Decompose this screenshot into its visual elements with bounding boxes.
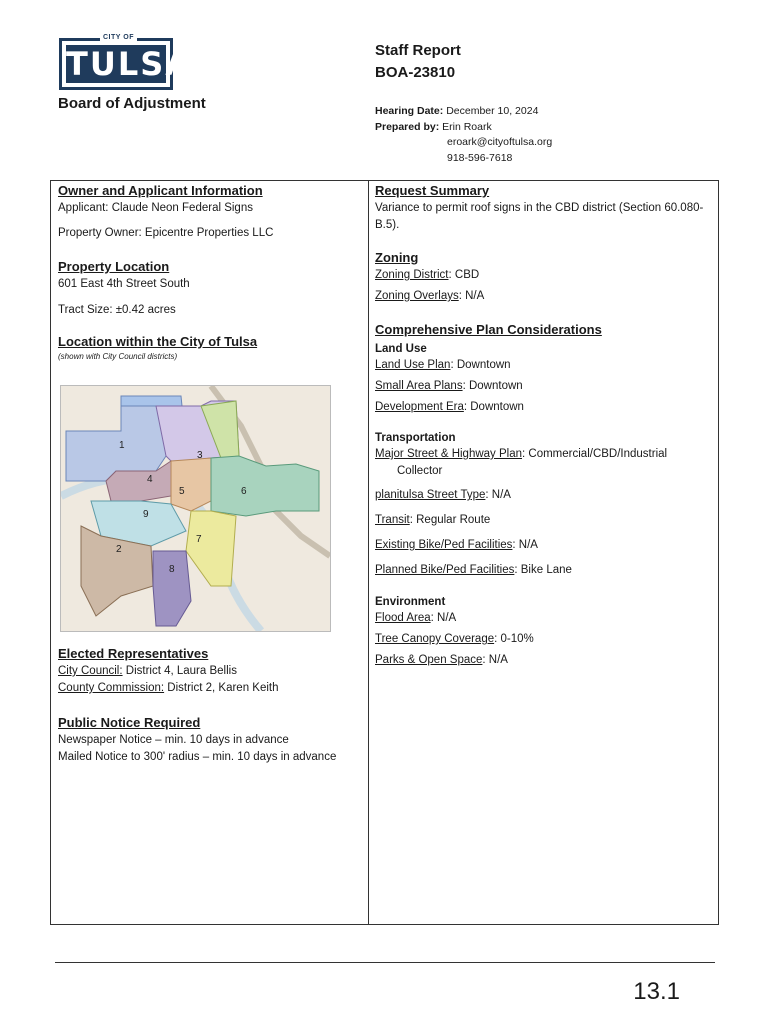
- city-location-note: (shown with City Council districts): [58, 352, 178, 361]
- column-divider: [368, 180, 369, 925]
- report-number: BOA-23810: [375, 64, 456, 81]
- notice-mailed: Mailed Notice to 300' radius – min. 10 days in advance: [58, 751, 337, 763]
- transit-label: Transit: [375, 514, 410, 526]
- map-label-5: 5: [179, 486, 185, 497]
- prepared-by: Erin Roark: [442, 120, 492, 133]
- council-district-map: [60, 385, 331, 632]
- zoning-overlays-label: Zoning Overlays: [375, 290, 459, 302]
- map-label-2: 2: [116, 544, 122, 555]
- map-label-6: 6: [241, 486, 247, 497]
- elected-heading: Elected Representatives: [58, 646, 209, 661]
- summary-heading: Request Summary: [375, 183, 490, 198]
- major-street-label: Major Street & Highway Plan: [375, 448, 523, 460]
- staff-phone: 918-596-7618: [447, 151, 513, 164]
- board-title: Board of Adjustment: [58, 95, 206, 112]
- parks-label: Parks & Open Space: [375, 654, 483, 666]
- parks-value: : N/A: [482, 654, 508, 666]
- hearing-info: [375, 104, 552, 166]
- land-use-heading: Land Use: [375, 343, 427, 355]
- address: 601 East 4th Street South: [58, 278, 190, 290]
- dev-era-value: : Downtown: [463, 401, 524, 413]
- land-use-plan-label: Land Use Plan: [375, 359, 451, 371]
- tree-canopy-label: Tree Canopy Coverage: [375, 633, 495, 645]
- map-label-3: 3: [197, 450, 203, 461]
- comp-plan-heading: Comprehensive Plan Considerations: [375, 322, 602, 337]
- hearing-date: December 10, 2024: [446, 105, 539, 117]
- map-label-1: 1: [119, 440, 125, 451]
- report-header: [375, 40, 461, 84]
- page-number: 13.1: [633, 978, 680, 1005]
- county-value: District 2, Karen Keith: [164, 682, 279, 694]
- land-use-plan-value: : Downtown: [450, 359, 511, 371]
- footer-rule: [55, 962, 715, 963]
- council-value: District 4, Laura Bellis: [122, 665, 237, 677]
- existing-bike-value: : N/A: [512, 539, 538, 551]
- map-label-9: 9: [143, 509, 149, 520]
- flood-area-label: Flood Area: [375, 612, 431, 624]
- tract-size: Tract Size: ±0.42 acres: [58, 304, 176, 316]
- tree-canopy-value: : 0-10%: [494, 633, 534, 645]
- prepared-by-label: Prepared by:: [375, 120, 440, 133]
- map-label-4: 4: [147, 474, 153, 485]
- hearing-date-label: Hearing Date:: [375, 105, 444, 117]
- transit-value: : Regular Route: [409, 514, 491, 526]
- dev-era-label: Development Era: [375, 401, 464, 413]
- tulsa-logo: [59, 34, 193, 90]
- planitulsa-value: : N/A: [485, 489, 511, 501]
- left-column-lower: [58, 645, 363, 766]
- report-title: Staff Report: [375, 42, 461, 59]
- existing-bike-label: Existing Bike/Ped Facilities: [375, 539, 513, 551]
- small-area-label: Small Area Plans: [375, 380, 463, 392]
- county-label: County Commission:: [58, 682, 165, 694]
- location-heading: Property Location: [58, 259, 170, 274]
- staff-email[interactable]: eroark@cityoftulsa.org: [447, 136, 553, 148]
- city-location-heading: Location within the City of Tulsa: [58, 334, 258, 349]
- zoning-heading: Zoning: [375, 250, 419, 265]
- map-label-7: 7: [196, 534, 202, 545]
- zoning-overlays-value: : N/A: [458, 290, 485, 302]
- planned-bike-value: : Bike Lane: [514, 564, 572, 576]
- planitulsa-label: planitulsa Street Type: [375, 489, 486, 501]
- applicant: Applicant: Claude Neon Federal Signs: [58, 202, 253, 214]
- zoning-district-value: : CBD: [448, 269, 480, 281]
- major-street-value-cont: Collector: [397, 465, 443, 477]
- right-column: [375, 182, 710, 669]
- map-label-8: 8: [169, 564, 175, 575]
- district-map-svg: [61, 386, 330, 631]
- owner-heading: Owner and Applicant Information: [58, 183, 263, 198]
- notice-newspaper: Newspaper Notice – min. 10 days in advance: [58, 734, 289, 746]
- flood-area-value: : N/A: [430, 612, 457, 624]
- small-area-value: : Downtown: [462, 380, 523, 392]
- logo-wordmark: TULSA: [66, 45, 193, 83]
- logo-city-of: CITY OF: [100, 34, 137, 41]
- environment-heading: Environment: [375, 596, 446, 608]
- zoning-district-label: Zoning District: [375, 269, 449, 281]
- district-5-area: [171, 458, 211, 511]
- property-owner: Property Owner: Epicentre Properties LLC: [58, 227, 274, 239]
- council-label: City Council:: [58, 665, 123, 677]
- left-column: [58, 182, 363, 363]
- transportation-heading: Transportation: [375, 432, 456, 444]
- notice-heading: Public Notice Required: [58, 715, 201, 730]
- summary-text: Variance to permit roof signs in the CBD district (Section 60.080-B.5).: [375, 202, 704, 231]
- planned-bike-label: Planned Bike/Ped Facilities: [375, 564, 515, 576]
- major-street-value: : Commercial/CBD/Industrial: [522, 448, 668, 460]
